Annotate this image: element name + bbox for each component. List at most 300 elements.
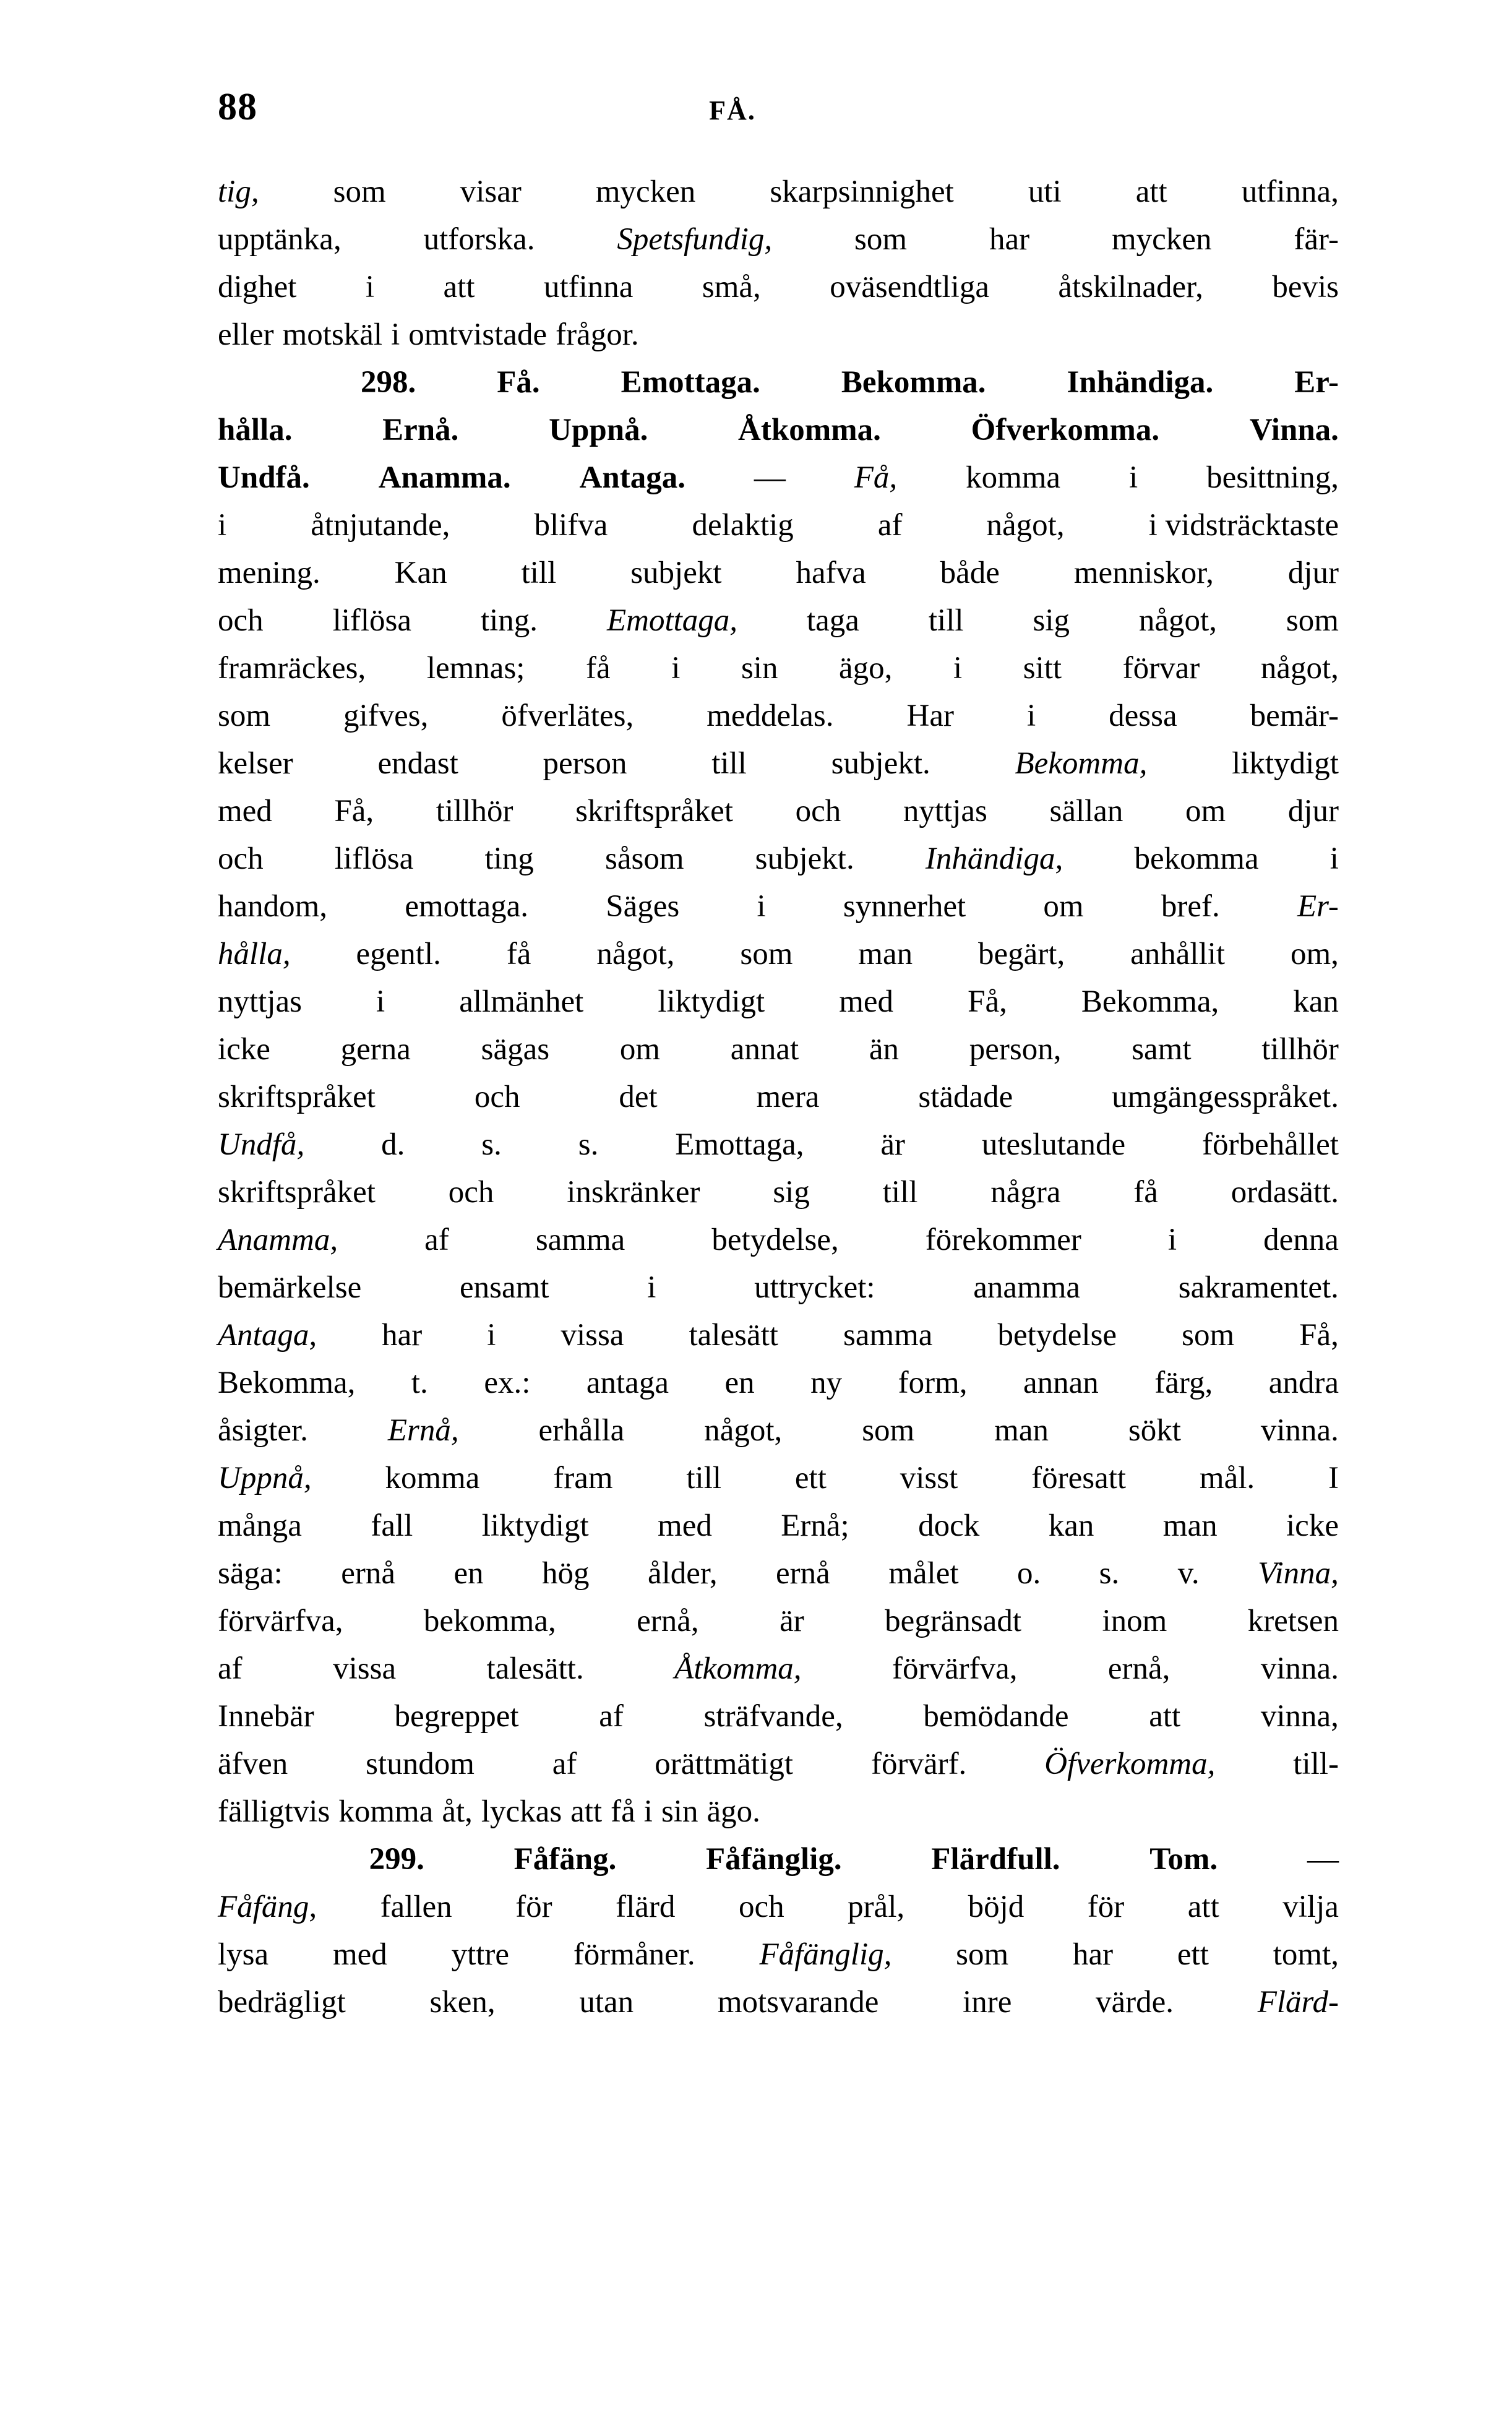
word: i (1167, 1223, 1177, 1257)
word-space (698, 1788, 707, 1836)
word: Fåfänglig, (759, 1937, 892, 1972)
word: om (1043, 889, 1084, 924)
word: Tom. (1149, 1842, 1218, 1877)
word: Kan (394, 556, 447, 590)
word: hafva (796, 556, 866, 590)
word: Säges (606, 889, 680, 924)
text-line (218, 502, 1339, 549)
word-space (330, 1788, 338, 1836)
word: Flärdfull. (931, 1842, 1060, 1877)
word: om (1185, 794, 1226, 828)
word: äfven (218, 1747, 288, 1781)
word: orättmätigt (655, 1747, 794, 1781)
word: taga (806, 603, 859, 638)
word: och (218, 841, 264, 876)
text-line (218, 1312, 1339, 1359)
word: något, (986, 508, 1065, 543)
word: begärt, (978, 937, 1065, 971)
word: vinna. (1260, 1413, 1339, 1448)
word: vissa (561, 1318, 624, 1353)
word: Få, (854, 460, 898, 495)
word: bref. (1161, 889, 1220, 924)
word: än (869, 1032, 900, 1067)
word: man (1162, 1508, 1218, 1543)
word: Bekomma, (218, 1366, 356, 1400)
word: ernå, (1107, 1651, 1171, 1686)
word: samma (843, 1318, 933, 1353)
word: Flärd- (1257, 1985, 1339, 2020)
text-line (218, 1740, 1339, 1788)
text-line (218, 1979, 1339, 2026)
running-head: FÅ. (709, 95, 756, 126)
word-space (635, 1788, 644, 1836)
word: talesätt (689, 1318, 778, 1353)
word: föresatt (1031, 1461, 1127, 1495)
word: betydelse (997, 1318, 1117, 1353)
text-line (218, 407, 1339, 454)
word: omtvistade (408, 317, 548, 352)
word: antaga (586, 1366, 669, 1400)
word: s. (1099, 1556, 1120, 1591)
word: mycken (1112, 222, 1212, 257)
word: besittning, (1206, 460, 1339, 495)
word: ernå, (637, 1604, 699, 1638)
word-space (433, 1788, 442, 1836)
word: ernå (341, 1556, 395, 1591)
word: Er- (1294, 365, 1339, 400)
word: i (365, 270, 375, 304)
word: subjekt. (831, 746, 930, 781)
word: uteslutande (981, 1127, 1126, 1162)
text-line (218, 1455, 1339, 1502)
word: åsigter. (218, 1413, 308, 1448)
word: om, (1291, 937, 1339, 971)
word: ex.: (484, 1366, 531, 1400)
word: vilja (1282, 1890, 1339, 1924)
word: skriftspråket (218, 1175, 376, 1210)
word-space (473, 1788, 481, 1836)
word: fall (371, 1508, 413, 1543)
word: fälligtvis (218, 1794, 330, 1829)
word: förekommer (925, 1223, 1081, 1257)
word: i (218, 508, 227, 543)
word: ernå (776, 1556, 830, 1591)
text-line (218, 788, 1339, 835)
word: några (990, 1175, 1061, 1210)
word: en (724, 1366, 755, 1400)
word: utan (579, 1985, 634, 2020)
word: stundom (366, 1747, 475, 1781)
word: Uppnå. (549, 413, 648, 447)
word: färg, (1154, 1366, 1213, 1400)
word: Emottaga. (621, 365, 760, 400)
word: utfinna, (1241, 174, 1339, 209)
word: eller (218, 317, 274, 352)
word: att (1187, 1890, 1219, 1924)
folio-number: 88 (218, 86, 257, 128)
word: lysa (218, 1937, 269, 1972)
word: Ernå, (387, 1413, 459, 1448)
word: liktydigt (658, 984, 765, 1019)
word: förmåner. (573, 1937, 695, 1972)
word: vinna. (1260, 1651, 1339, 1686)
word: person, (969, 1032, 1062, 1067)
text-line (218, 1693, 1339, 1740)
word-space (547, 311, 556, 359)
text-line (218, 1073, 1339, 1121)
word: handom, (218, 889, 328, 924)
text-line (218, 1598, 1339, 1645)
word: af (424, 1223, 449, 1257)
word: liflösa (334, 841, 414, 876)
word: person (543, 746, 627, 781)
word: inskränker (567, 1175, 700, 1210)
word: Undfå. (218, 460, 310, 495)
word: af (218, 1651, 243, 1686)
word: motsvarande (717, 1985, 879, 2020)
body-text-block (218, 168, 1339, 2026)
word: många (218, 1508, 302, 1543)
text-line (218, 1264, 1339, 1312)
word: Er- (1297, 889, 1339, 924)
word: subjekt (630, 556, 722, 590)
word: andra (1268, 1366, 1339, 1400)
word: få (506, 937, 531, 971)
word: till- (1293, 1747, 1339, 1781)
text-line (218, 1836, 1339, 1883)
word: — (754, 460, 786, 495)
word: för (1087, 1890, 1125, 1924)
text-line (218, 1407, 1339, 1455)
word: Spetsfundig, (617, 222, 773, 257)
word: har (382, 1318, 423, 1353)
word: förvärfva, (218, 1604, 343, 1638)
word: Få, (1299, 1318, 1339, 1353)
word: lemnas; (426, 651, 525, 686)
text-line (218, 1550, 1339, 1598)
word: blifva (534, 508, 608, 543)
word: Emottaga, (675, 1127, 804, 1162)
word: skriftspråket (218, 1080, 376, 1114)
word: som (740, 937, 793, 971)
word: annat (730, 1032, 799, 1067)
word: komma (385, 1461, 480, 1495)
word: liktydigt (1232, 746, 1339, 781)
word: Fåfänglig. (706, 1842, 842, 1877)
text-line (218, 1645, 1339, 1693)
word: är (880, 1127, 905, 1162)
word: liflösa (332, 603, 412, 638)
text-line (218, 1788, 1339, 1836)
word: anamma (973, 1270, 1081, 1305)
word-space (400, 311, 408, 359)
word: öfverlätes, (501, 699, 634, 733)
word: få (586, 651, 611, 686)
word: förvar (1122, 651, 1200, 686)
word: något, (596, 937, 675, 971)
word: har (989, 222, 1030, 257)
word: dock (918, 1508, 980, 1543)
word: förbehållet (1202, 1127, 1339, 1162)
word: icke (1286, 1508, 1339, 1543)
word: Emottaga, (606, 603, 738, 638)
word: visst (900, 1461, 958, 1495)
text-line (218, 1883, 1339, 1931)
word: och (474, 1080, 520, 1114)
word: djur (1287, 556, 1339, 590)
word: i (647, 1270, 656, 1305)
word: bekomma (1134, 841, 1259, 876)
word: som (956, 1937, 1009, 1972)
word: sig (1033, 603, 1070, 638)
word: inom (1102, 1604, 1167, 1638)
word: t. (411, 1366, 428, 1400)
word: Anamma. (378, 460, 511, 495)
word: — (1307, 1842, 1339, 1877)
word: skriftspråket (575, 794, 733, 828)
text-line (218, 311, 1339, 359)
word: Innebär (218, 1699, 314, 1734)
word: med (658, 1508, 712, 1543)
word: betydelse, (711, 1223, 839, 1257)
word: Bekomma, (1081, 984, 1219, 1019)
word: mening. (218, 556, 320, 590)
word: i (671, 651, 681, 686)
word: frågor. (556, 317, 639, 352)
word: har (1073, 1937, 1114, 1972)
word: i vidsträcktaste (1148, 508, 1339, 543)
word: Vinna, (1258, 1556, 1339, 1591)
text-line (218, 1216, 1339, 1264)
word: dessa (1109, 699, 1177, 733)
word: vissa (333, 1651, 397, 1686)
word: ägo. (707, 1794, 760, 1829)
word: d. (381, 1127, 405, 1162)
word: Ernå; (781, 1508, 849, 1543)
word: det (619, 1080, 658, 1114)
word: bedrägligt (218, 1985, 346, 2020)
word: synnerhet (843, 889, 966, 924)
word: Inhändiga. (1067, 365, 1214, 400)
word: af (877, 508, 903, 543)
word: som (854, 222, 908, 257)
word: med (218, 794, 272, 828)
text-line (218, 1169, 1339, 1216)
word: säga: (218, 1556, 283, 1591)
word: böjd (968, 1890, 1024, 1924)
word: som (218, 699, 271, 733)
word: yttre (451, 1937, 510, 1972)
word: förvärf. (870, 1747, 967, 1781)
word: framräckes, (218, 651, 366, 686)
word: målet (888, 1556, 959, 1591)
word: och (218, 603, 264, 638)
word: sakramentet. (1178, 1270, 1339, 1305)
word: ny (810, 1366, 843, 1400)
word: bemär- (1250, 699, 1339, 733)
text-line (218, 549, 1339, 597)
word: utfinna (543, 270, 634, 304)
text-line (218, 359, 1339, 407)
word: som (333, 174, 386, 209)
word: hålla, (218, 937, 291, 971)
word: kan (1048, 1508, 1094, 1543)
word: få (611, 1794, 635, 1829)
word: gifves, (343, 699, 429, 733)
word: prål, (848, 1890, 905, 1924)
word: städade (918, 1080, 1013, 1114)
word: till (521, 556, 557, 590)
word: att (1149, 1699, 1181, 1734)
word: sin (661, 1794, 698, 1829)
word: oväsendtliga (830, 270, 989, 304)
word: såsom (604, 841, 684, 876)
word: med (839, 984, 894, 1019)
word: Få, (334, 794, 374, 828)
word: i (953, 651, 963, 686)
word: o. (1016, 1556, 1041, 1591)
word: sägas (481, 1032, 550, 1067)
word: Öfverkomma. (971, 413, 1160, 447)
word: icke (218, 1032, 270, 1067)
word: ting (484, 841, 534, 876)
text-line (218, 978, 1339, 1026)
word: upptänka, (218, 222, 341, 257)
word: något, (704, 1413, 783, 1448)
word: 299. (369, 1842, 424, 1877)
word: flärd (616, 1890, 676, 1924)
word: samt (1132, 1032, 1192, 1067)
word: i (376, 984, 385, 1019)
word: för (515, 1890, 552, 1924)
text-line (218, 168, 1339, 216)
text-line (218, 931, 1339, 978)
word: Anamma, (218, 1223, 338, 1257)
word: tig, (218, 174, 259, 209)
word: ålder, (647, 1556, 718, 1591)
word: sökt (1128, 1413, 1181, 1448)
word: Ernå. (382, 413, 459, 447)
word: Undfå, (218, 1127, 305, 1162)
word: s. (578, 1127, 599, 1162)
word-space (602, 1788, 611, 1836)
word: till (928, 603, 964, 638)
word: i (1128, 460, 1138, 495)
text-line (218, 645, 1339, 692)
word: gerna (340, 1032, 411, 1067)
word: begränsadt (885, 1604, 1022, 1638)
text-line (218, 1931, 1339, 1979)
word: till (882, 1175, 918, 1210)
word: tillhör (436, 794, 513, 828)
text-line (218, 597, 1339, 645)
word: kretsen (1247, 1604, 1339, 1638)
word: fram (553, 1461, 613, 1495)
word: hålla. (218, 413, 293, 447)
word: fär- (1294, 222, 1339, 257)
text-line (218, 1359, 1339, 1407)
word: tomt, (1273, 1937, 1339, 1972)
word: ting. (480, 603, 538, 638)
word: 298. (360, 365, 416, 400)
word: till (686, 1461, 722, 1495)
word: anhållit (1130, 937, 1226, 971)
word: uttrycket: (754, 1270, 875, 1305)
word: komma (966, 460, 1061, 495)
word: nyttjas (218, 984, 302, 1019)
word: s. (481, 1127, 502, 1162)
word: Uppnå, (218, 1461, 312, 1495)
word: Fåfäng, (218, 1890, 317, 1924)
word: fallen (380, 1890, 452, 1924)
word: utforska. (423, 222, 535, 257)
word: Vinna. (1249, 413, 1339, 447)
word: att (570, 1794, 603, 1829)
word: mera (756, 1080, 820, 1114)
word: både (940, 556, 1000, 590)
word: Har (906, 699, 954, 733)
word: begreppet (394, 1699, 519, 1734)
word: ensamt (459, 1270, 549, 1305)
word: Antaga, (218, 1318, 317, 1353)
word: I (1328, 1461, 1339, 1495)
word: att (443, 270, 475, 304)
word: ordasätt. (1231, 1175, 1339, 1210)
word: vinna, (1260, 1699, 1339, 1734)
word: och (738, 1890, 784, 1924)
word: ägo, (839, 651, 893, 686)
word: små, (702, 270, 761, 304)
word: nyttjas (903, 794, 987, 828)
word: talesätt. (486, 1651, 584, 1686)
text-line (218, 1502, 1339, 1550)
word: kan (1293, 984, 1339, 1019)
word: i (1026, 699, 1036, 733)
word: emottaga. (405, 889, 528, 924)
word: delaktig (692, 508, 794, 543)
word: sig (773, 1175, 810, 1210)
word: bemärkelse (218, 1270, 362, 1305)
word: dighet (218, 270, 297, 304)
text-line (218, 1121, 1339, 1169)
word: ett (1177, 1937, 1209, 1972)
word: sträfvande, (703, 1699, 843, 1734)
text-line (218, 216, 1339, 264)
word: djur (1287, 794, 1339, 828)
word: åtskilnader, (1058, 270, 1203, 304)
word: v. (1177, 1556, 1200, 1591)
word: Fåfäng. (513, 1842, 617, 1877)
word: Inhändiga, (925, 841, 1063, 876)
word: Bekomma, (1015, 746, 1148, 781)
word: meddelas. (707, 699, 834, 733)
word: sällan (1049, 794, 1123, 828)
word: uti (1028, 174, 1062, 209)
word: något, (1138, 603, 1217, 638)
word: mål. (1199, 1461, 1255, 1495)
word: umgängesspråket. (1112, 1080, 1339, 1114)
word: med (332, 1937, 387, 1972)
word: värde. (1096, 1985, 1174, 2020)
word: bekomma, (423, 1604, 556, 1638)
word: mycken (595, 174, 696, 209)
word-space (382, 311, 391, 359)
word: endast (377, 746, 458, 781)
word: och (795, 794, 841, 828)
word: förvärfva, (892, 1651, 1018, 1686)
word: få (1133, 1175, 1158, 1210)
word: i (487, 1318, 496, 1353)
